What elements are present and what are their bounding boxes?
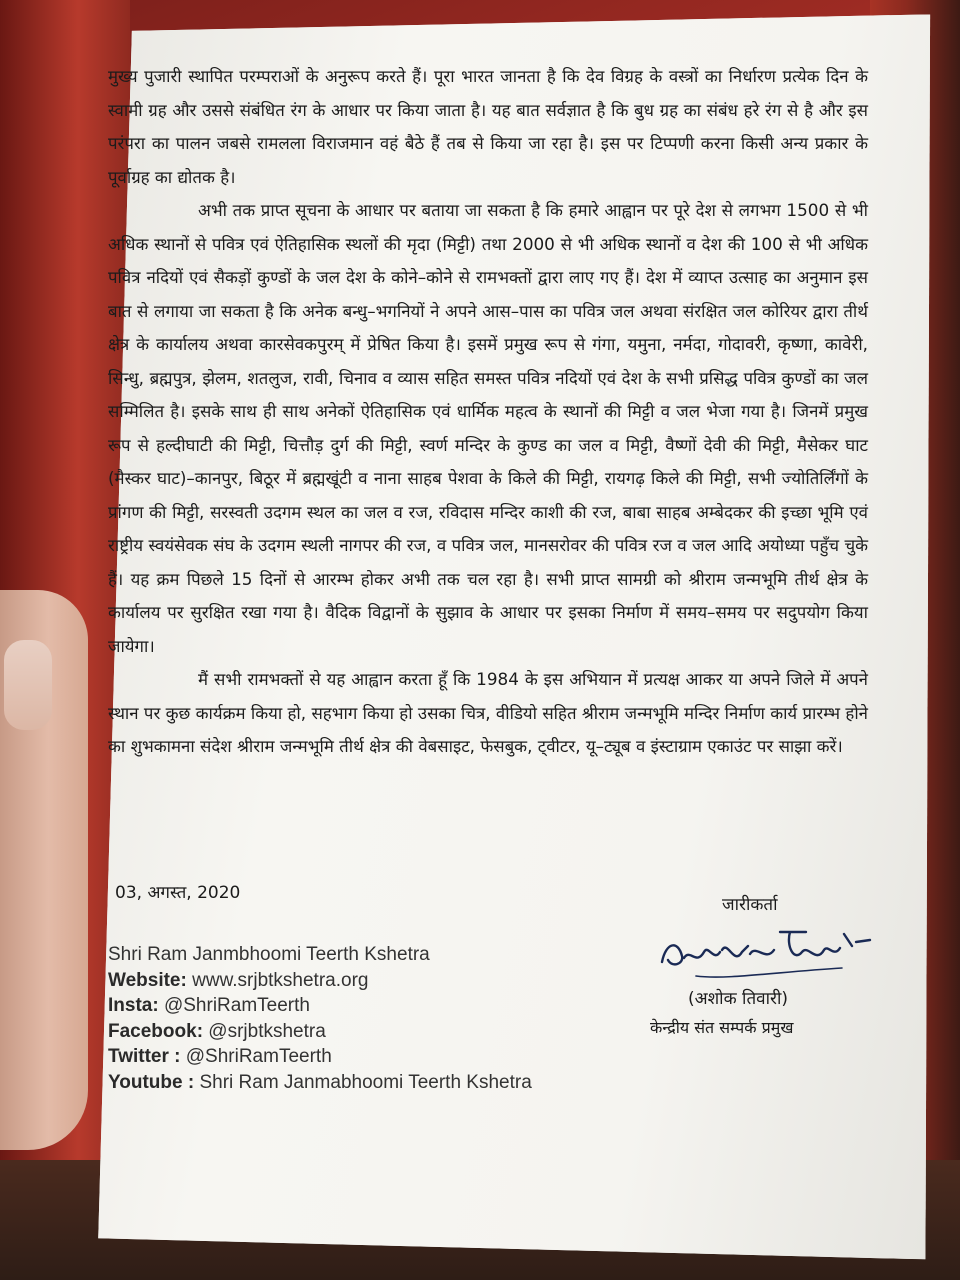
contact-block: [108, 942, 532, 1095]
twitter-row: [108, 1044, 532, 1070]
thumb-nail: [4, 640, 52, 730]
website-row: [108, 968, 532, 994]
signatory-title: केन्द्रीय संत सम्पर्क प्रमुख: [650, 1018, 794, 1037]
org-name: Shri Ram Janmbhoomi Teerth Kshetra: [108, 944, 430, 965]
facebook-label: Facebook:: [108, 1020, 204, 1042]
insta-label: Insta:: [108, 995, 159, 1016]
insta-value: @ShriRamTeerth: [158, 995, 310, 1016]
youtube-label: Youtube :: [108, 1071, 195, 1093]
youtube-value: Shri Ram Janmabhoomi Teerth Kshetra: [194, 1071, 532, 1093]
youtube-row: [108, 1070, 532, 1096]
website-label: Website:: [108, 969, 187, 991]
facebook-value: @srjbtkshetra: [203, 1020, 326, 1042]
issuer-label: जारीकर्ता: [722, 895, 778, 915]
letter-date: 03, अगस्त, 2020: [115, 883, 241, 903]
letter-body: [108, 60, 868, 764]
signature-image: [656, 922, 876, 984]
insta-row: [108, 993, 532, 1019]
paragraph-3: मैं सभी रामभक्तों से यह आह्वान करता हूँ कि 1984 के इस अभियान में प्रत्यक्ष आकर या अपने जिले में अपने स्थान पर कुछ कार्यक्रम किया हो, सहभाग किया हो उसका चित्र, वीडियो सहित श्रीराम जन्मभूमि मन्दिर निर्माण कार्य प्रारम्भ होने का शुभकामना संदेश श्रीराम जन्मभूमि तीर्थ क्षेत्र की वेबसाइट, फेसबुक, ट्वीटर, यू–ट्यूब व इंस्टाग्राम एकाउंट पर साझा करें।: [108, 669, 868, 756]
twitter-label: Twitter :: [108, 1046, 181, 1067]
facebook-row: [108, 1019, 532, 1045]
signatory-name: (अशोक तिवारी): [688, 989, 788, 1009]
paragraph-1: मुख्य पुजारी स्थापित परम्पराओं के अनुरूप करते हैं। पूरा भारत जानता है कि देव विग्रह के वस्त्रों का निर्धारण प्रत्येक दिन के स्वामी ग्रह और उससे संबंधित रंग के आधार पर किया जाता है। यह बात सर्वज्ञात है कि बुध ग्रह का संबंध हरे रंग से है और इस परंपरा का पालन जबसे रामलला विराजमान वहं बैठे हैं तब से किया जा रहा है। इस पर टिप्पणी करना किसी अन्य प्रकार के पूर्वाग्रह का द्योतक है।: [108, 66, 868, 187]
website-value: www.srjbtkshetra.org: [186, 969, 369, 991]
twitter-value: @ShriRamTeerth: [180, 1046, 332, 1067]
paragraph-2: अभी तक प्राप्त सूचना के आधार पर बताया जा सकता है कि हमारे आह्वान पर पूरे देश से लगभग 1500 से भी अधिक स्थानों से पवित्र एवं ऐतिहासिक स्थलों की मृदा (मिट्टी) तथा 2000 से भी अधिक स्थानों व देश की 100 से भी अधिक पवित्र नदियों एवं सैकड़ों कुण्डों के जल देश के कोने–कोने से रामभक्तों द्वारा लाए गए हैं। देश में व्याप्त उत्साह का अनुमान इस बात से लगाया जा सकता है कि अनेक बन्धु–भगनियों ने अपने आस–पास का पवित्र जल अथवा संरक्षित जल कोरियर द्वारा तीर्थ क्षेत्र के कार्यालय अथवा कारसेवकपुरम् में प्रेषित किया है। इसमें प्रमुख रूप से गंगा, यमुना, नर्मदा, गोदावरी, कृष्णा, कावेरी, सिन्धु, ब्रह्मपुत्र, झेलम, शतलुज, रावी, चिनाव व व्यास सहित समस्त पवित्र नदियों एवं देश के सभी प्रसिद्ध पवित्र कुण्डों का जल सम्मिलित है। इसके साथ ही साथ अनेकों ऐतिहासिक एवं धार्मिक महत्व के स्थानों की मिट्टी व जल भेजा गया है। जिनमें प्रमुख रूप से हल्दीघाटी की मिट्टी, चित्तौड़ दुर्ग की मिट्टी, स्वर्ण मन्दिर के कुण्ड का जल व मिट्टी, वैष्णों देवी की मिट्टी, मैसेकर घाट (मैस्कर घाट)–कानपुर, बिठूर में ब्रह्मखूंटी व नाना साहब पेशवा के किले की मिट्टी, रायगढ़ किले की मिट्टी, सभी ज्योतिर्लिंगों के प्रांगण की मिट्टी, सरस्वती उदगम स्थल का जल व रज, रविदास मन्दिर काशी की रज, बाबा साहब अम्बेदकर की इच्छा भूमि एवं राष्ट्रीय स्वयंसेवक संघ के उदगम स्थली नागपर की रज, व पवित्र जल, मानसरोवर की पवित्र रज व जल आदि अयोध्या पहुँच चुके हैं। यह क्रम पिछले 15 दिनों से आरम्भ होकर अभी तक चल रहा है। सभी प्राप्त सामग्री को श्रीराम जन्मभूमि तीर्थ क्षेत्र के कार्यालय पर सुरक्षित रखा गया है। वैदिक विद्वानों के सुझाव के आधार पर इसका निर्माण में समय–समय पर सदुपयोग किया जायेगा।: [108, 200, 868, 656]
